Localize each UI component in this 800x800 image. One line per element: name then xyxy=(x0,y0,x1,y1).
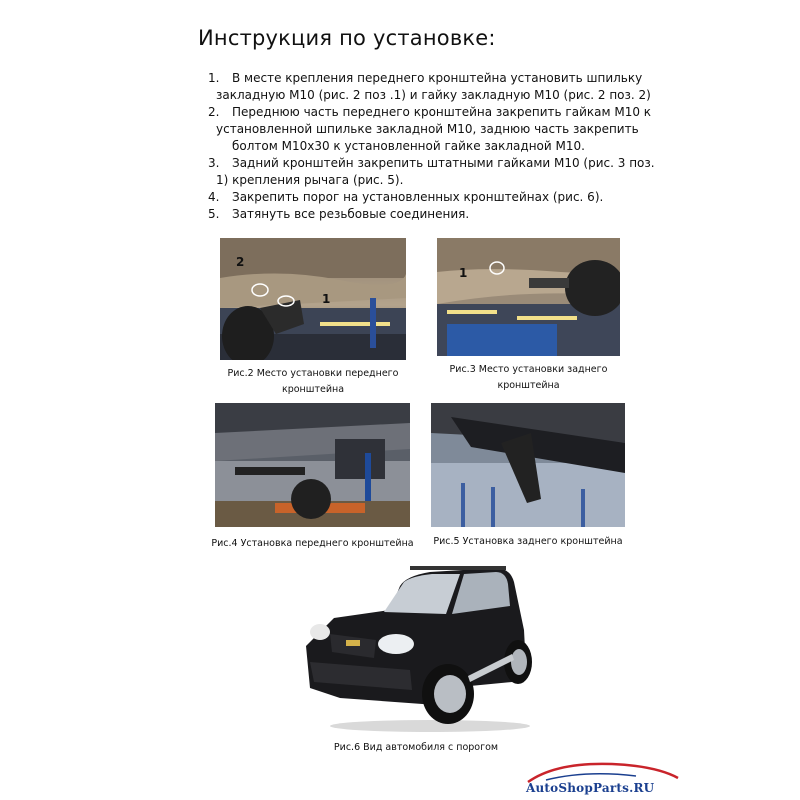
step-item xyxy=(208,206,668,223)
step-text: Закрепить порог на установленных кронштейнах (рис. 6). xyxy=(232,190,604,204)
fig6-caption: Рис.6 Вид автомобиля с порогом xyxy=(333,742,499,753)
fig6-photo xyxy=(300,558,532,734)
page-title: Инструкция по установке: xyxy=(198,26,496,50)
step-number: 3. xyxy=(208,156,220,170)
instruction-list xyxy=(208,70,668,223)
step-text: В месте крепления переднего кронштейна установить шпильку xyxy=(232,71,643,85)
watermark-text: AutoShopParts.RU xyxy=(526,781,655,795)
fig3-photo xyxy=(437,238,620,356)
fig4-caption: Рис.4 Установка переднего кронштейна xyxy=(211,538,414,549)
fig2-marker-1: 1 xyxy=(322,292,331,306)
fig5-caption: Рис.5 Установка заднего кронштейна xyxy=(433,536,623,547)
step-text: Задний кронштейн закрепить штатными гайками М10 (рис. 3 поз. xyxy=(232,156,655,170)
step-number: 1. xyxy=(208,71,220,85)
fig2-caption-line: кронштейна xyxy=(281,384,345,395)
fig2-photo xyxy=(220,238,406,360)
fig2-caption-line: Рис.2 Место установки переднего xyxy=(227,368,399,379)
step-number: 2. xyxy=(208,105,220,119)
fig2-marker-2: 2 xyxy=(236,255,245,269)
step-text: Переднюю часть переднего кронштейна закрепить гайкам М10 к xyxy=(232,105,652,119)
step-item xyxy=(208,189,668,206)
step-text: болтом М10х30 к установленной гайке закладной М10. xyxy=(232,139,585,153)
fig5-photo xyxy=(431,403,625,527)
fig3-caption-line: кронштейна xyxy=(497,380,560,391)
step-text: Затянуть все резьбовые соединения. xyxy=(232,207,470,221)
step-text: 1) крепления рычага (рис. 5). xyxy=(216,173,404,187)
fig3-caption xyxy=(437,362,620,394)
fig3-marker-1: 1 xyxy=(459,266,468,280)
fig2-caption xyxy=(220,366,406,398)
step-item xyxy=(208,104,668,155)
step-text: закладную М10 (рис. 2 поз .1) и гайку закладную М10 (рис. 2 поз. 2) xyxy=(216,88,651,102)
fig4-photo xyxy=(215,403,410,527)
step-item xyxy=(208,155,668,189)
step-number: 5. xyxy=(208,207,220,221)
fig3-caption-line: Рис.3 Место установки заднего xyxy=(449,364,608,375)
step-text: установленной шпильке закладной М10, заднюю часть закрепить xyxy=(216,122,639,136)
step-number: 4. xyxy=(208,190,220,204)
step-item xyxy=(208,70,668,104)
